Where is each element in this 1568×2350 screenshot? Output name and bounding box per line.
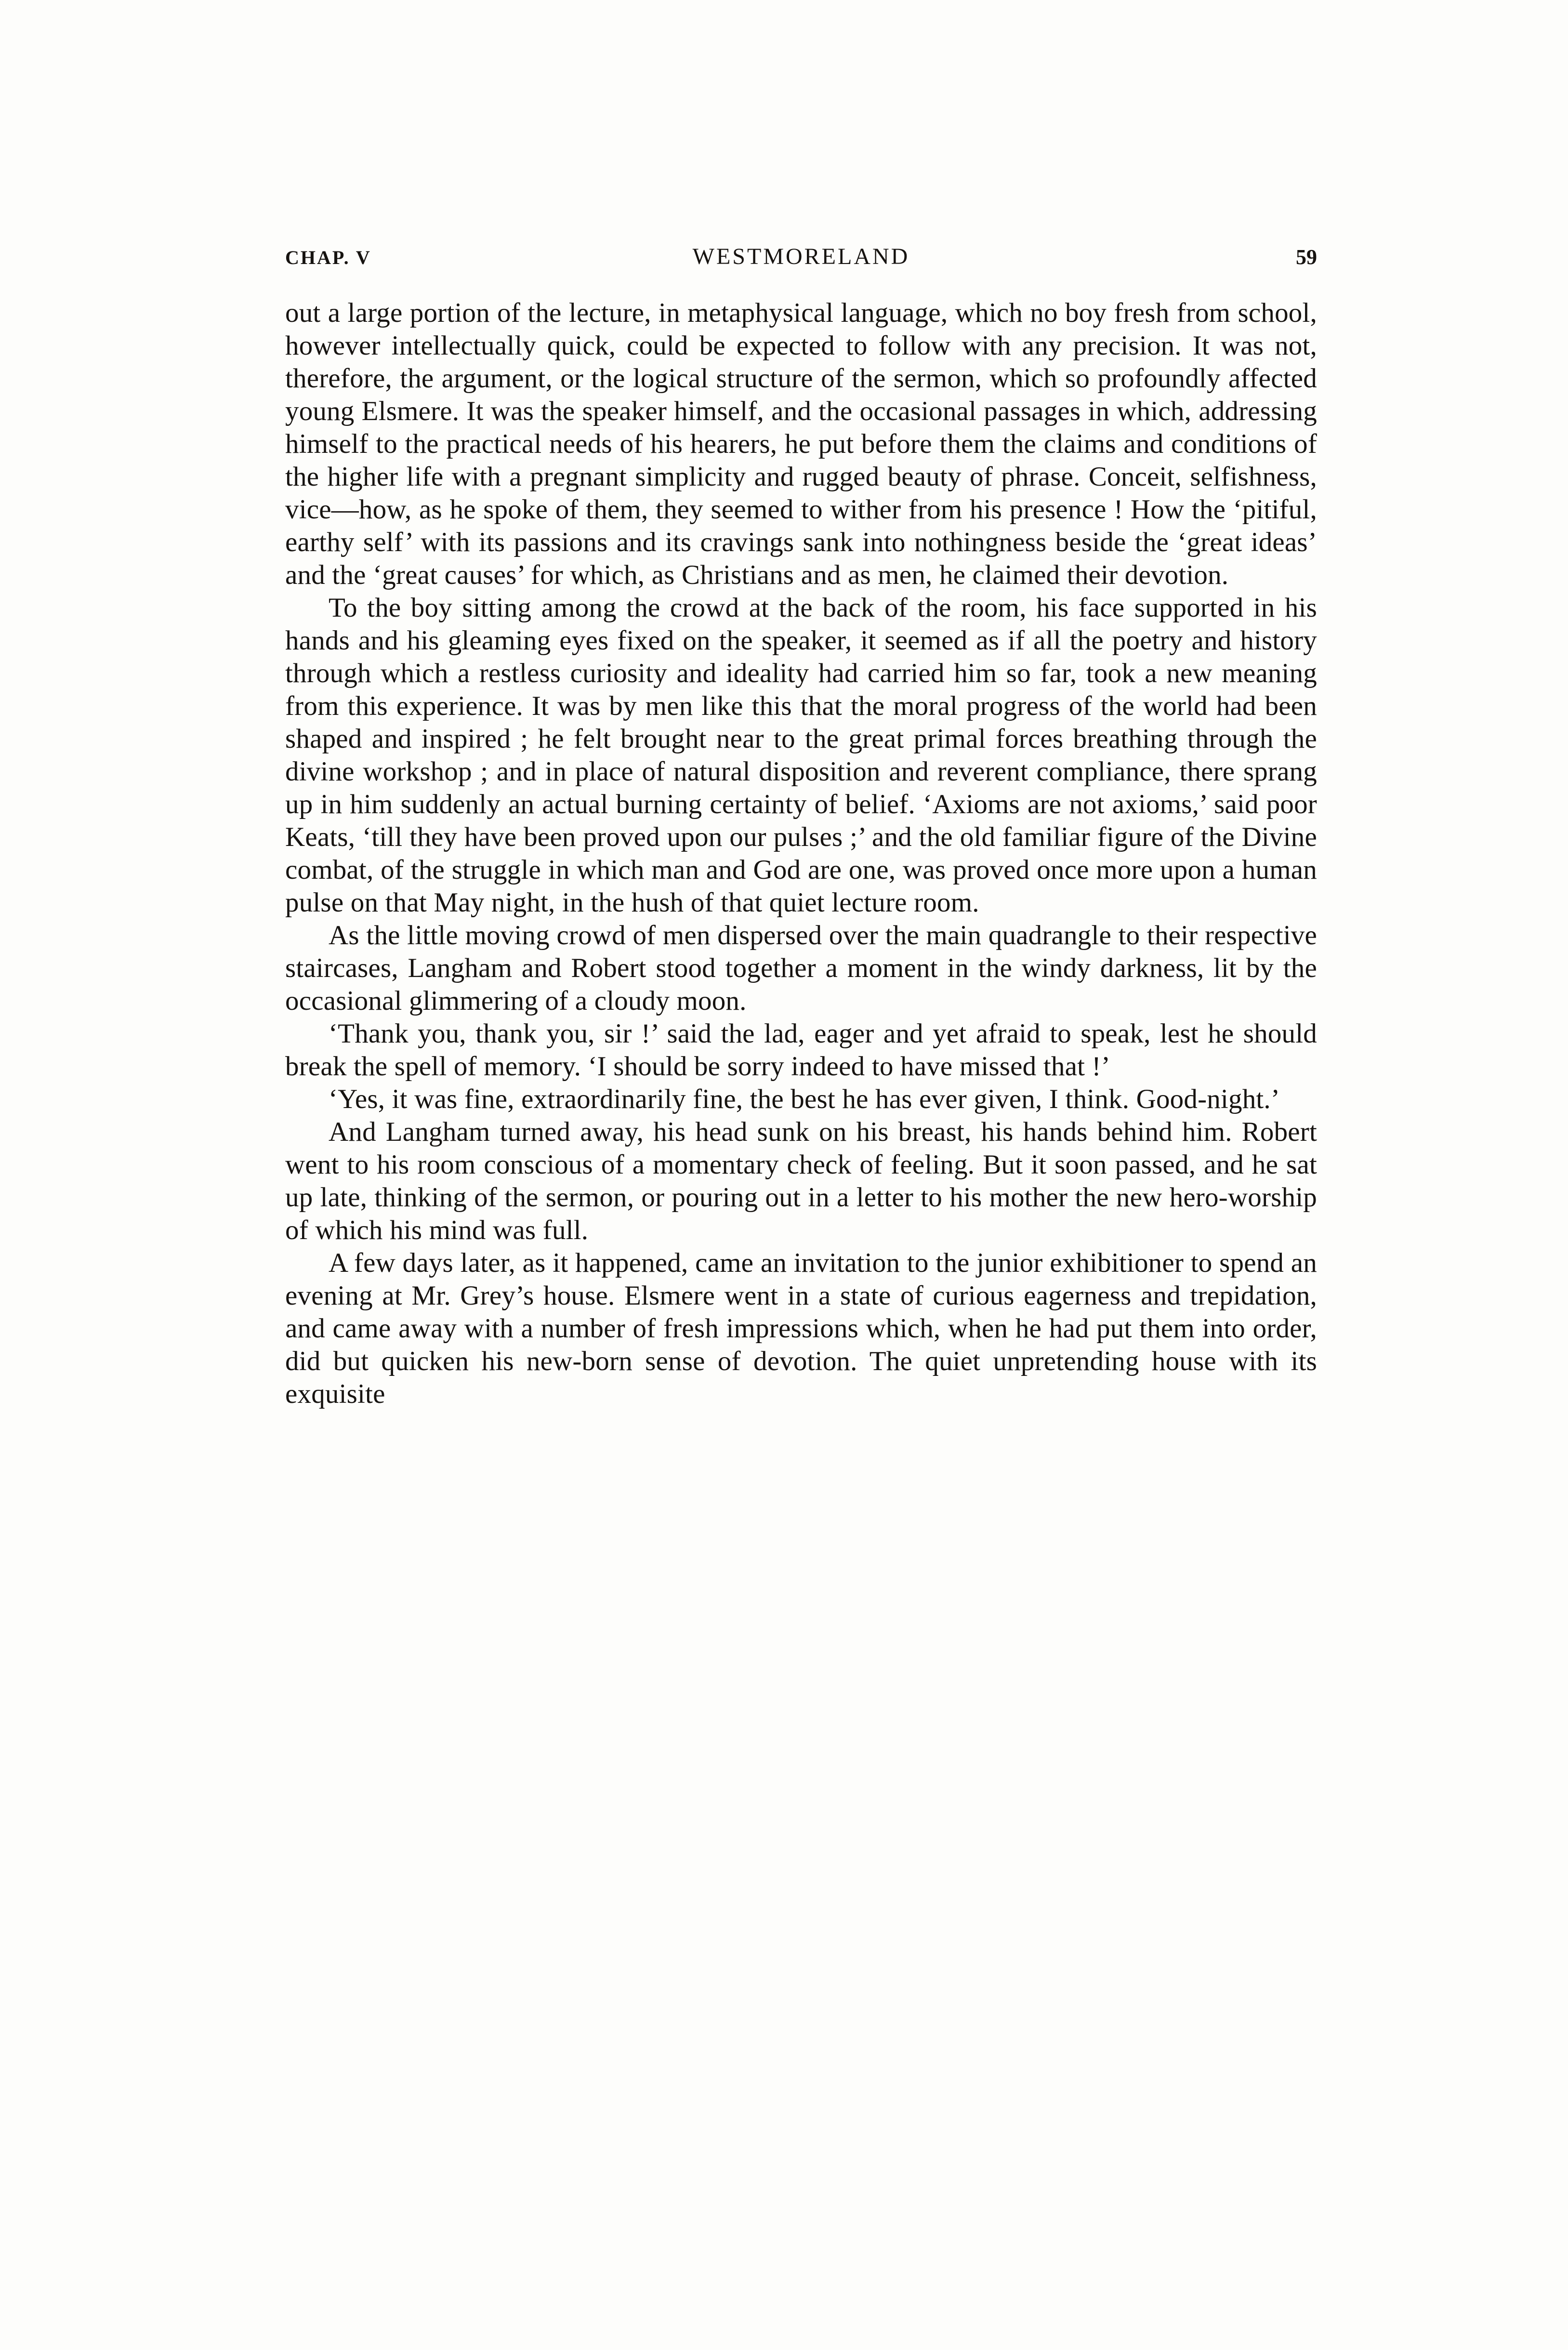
body-text [285, 297, 1317, 1411]
page-content [285, 243, 1317, 1411]
running-title: WESTMORELAND [692, 244, 910, 269]
paragraph: ‘Thank you, thank you, sir !’ said the lad, eager and yet afraid to speak, lest he should break the spell of memory. ‘I should be sorry indeed to have missed that !’ [285, 1018, 1317, 1082]
page-number: 59 [1296, 245, 1317, 269]
paragraph: A few days later, as it happened, came an invitation to the junior exhibitioner to spend an evening at Mr. Grey’s house. Elsmere went in a state of curious eagerness and trepidation, and came away with a number of fresh impressions which, when he had put them into order, did but quicken his new-born sense of devotion. The quiet unpretending house with its exquisite [285, 1248, 1317, 1409]
paragraph: To the boy sitting among the crowd at the back of the room, his face supported in his hands and his gleaming eyes fixed on the speaker, it seemed as if all the poetry and history through which a restless curiosity and ideality had carried him so far, took a new meaning from this experience. It was by men like this that the moral progress of the world had been shaped and inspired ; he felt brought near to the great primal forces breathing through the divine workshop ; and in place of natural disposition and reverent compliance, there sprang up in him suddenly an actual burning certainty of belief. ‘Axioms are not axioms,’ said poor Keats, ‘till they have been proved upon our pulses ;’ and the old familiar figure of the Divine combat, of the struggle in which man and God are one, was proved once more upon a human pulse on that May night, in the hush of that quiet lecture room. [285, 593, 1317, 918]
paragraph: out a large portion of the lecture, in metaphysical language, which no boy fresh from school, however intellectually quick, could be expected to follow with any precision. It was not, therefore, the argument, or the logical structure of the sermon, which so profoundly affected young Elsmere. It was the speaker himself, and the occasional passages in which, addressing himself to the practical needs of his hearers, he put before them the claims and conditions of the higher life with a pregnant simplicity and rugged beauty of phrase. Conceit, selfishness, vice—how, as he spoke of them, they seemed to wither from his presence ! How the ‘pitiful, earthy self’ with its passions and its cravings sank into nothingness beside the ‘great ideas’ and the ‘great causes’ for which, as Christians and as men, he claimed their devotion. [285, 298, 1317, 590]
chapter-label: CHAP. V [285, 247, 371, 268]
running-head [285, 243, 1317, 270]
paragraph: ‘Yes, it was fine, extraordinarily fine, the best he has ever given, I think. Good-night.’ [329, 1084, 1280, 1114]
paragraph: And Langham turned away, his head sunk on his breast, his hands behind him. Robert went to his room conscious of a momentary check of feeling. But it soon passed, and he sat up late, thinking of the sermon, or pouring out in a letter to his mother the new hero-worship of which his mind was full. [285, 1117, 1317, 1245]
paragraph: As the little moving crowd of men dispersed over the main quadrangle to their respective staircases, Langham and Robert stood together a moment in the windy darkness, lit by the occasional glimmering of a cloudy moon. [285, 920, 1317, 1016]
